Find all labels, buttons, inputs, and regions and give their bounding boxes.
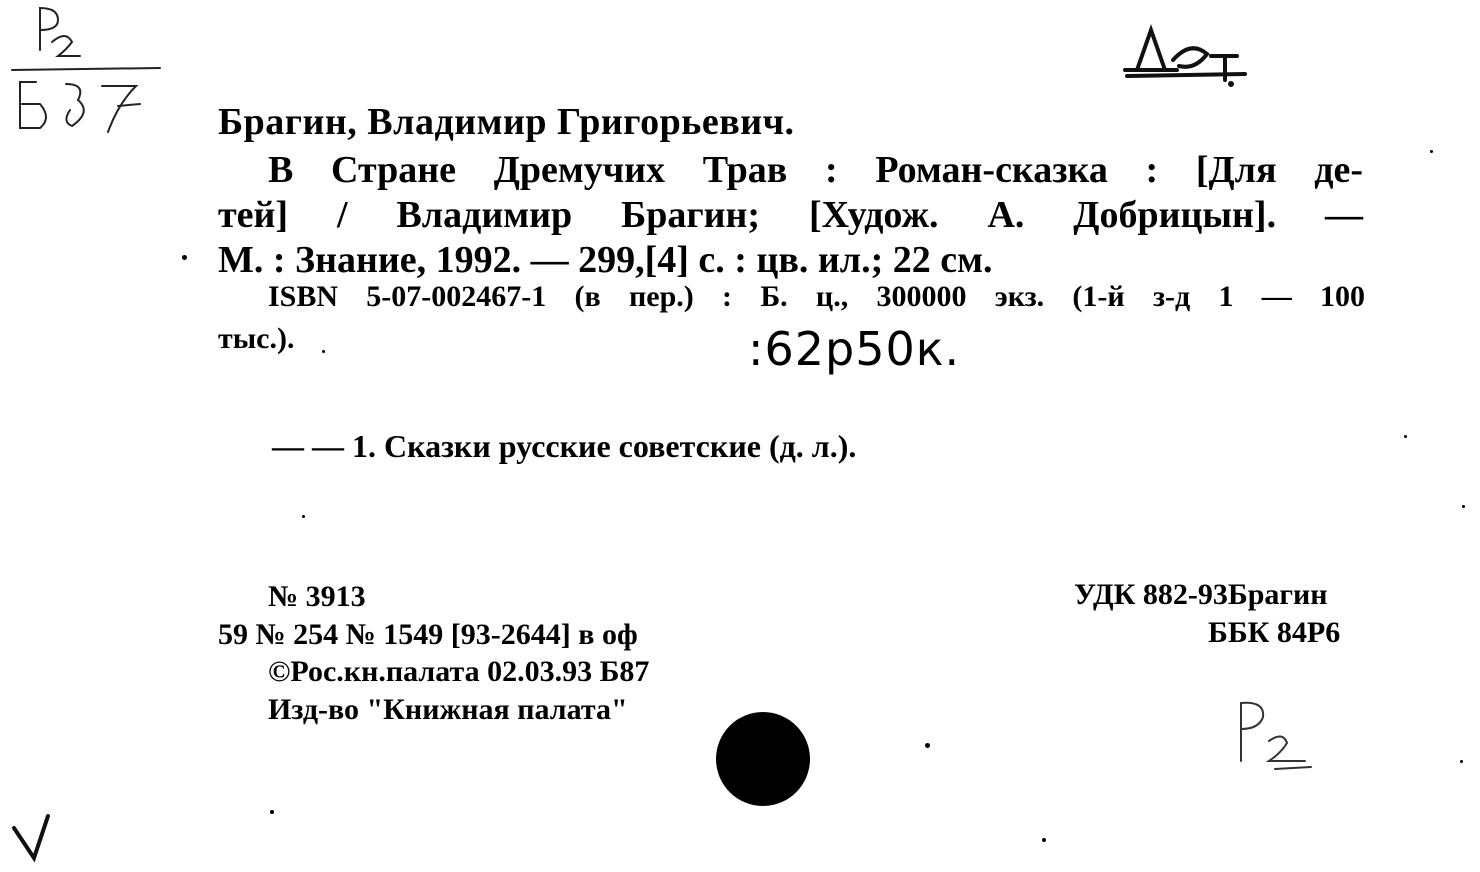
speck	[1430, 150, 1433, 153]
speck	[182, 255, 187, 260]
speck	[1404, 435, 1407, 438]
title-line-1: В Стране Дремучих Трав : Роман-сказка : [Для де-	[268, 149, 1363, 191]
udk-code: УДК 882-93Брагин	[1074, 578, 1328, 611]
author-heading: Брагин, Владимир Григорьевич.	[218, 101, 795, 143]
handwritten-category-mark	[1115, 20, 1265, 90]
check-mark-icon	[0, 800, 70, 872]
speck	[302, 515, 305, 518]
imprint-line: М. : Знание, 1992. — 299,[4] с. : цв. ил.; 22 см.	[218, 239, 993, 281]
punch-hole	[716, 712, 810, 806]
speck	[1460, 760, 1463, 763]
bbk-code: ББК 84Р6	[1208, 616, 1341, 649]
registration-numbers: 59 № 254 № 1549 [93-2644] в оф	[218, 618, 638, 651]
speck	[322, 350, 325, 353]
isbn-line-continuation: тыс.).	[218, 322, 295, 355]
handwritten-shelf-mark-small	[1225, 695, 1325, 775]
price-stamp: :62р50к.	[748, 322, 961, 376]
subject-heading: — — 1. Сказки русские советские (д. л.).	[272, 428, 857, 464]
title-line-2: тей] / Владимир Брагин; [Худож. А. Добрицын]. —	[218, 194, 1363, 236]
speck	[1462, 505, 1465, 508]
speck	[1042, 838, 1046, 842]
isbn-line: ISBN 5-07-002467-1 (в пер.) : Б. ц., 300000 экз. (1-й з-д 1 — 100	[268, 280, 1365, 313]
chamber-stamp: ©Рос.кн.палата 02.03.93 Б87	[268, 655, 650, 688]
handwritten-shelf-mark	[0, 0, 180, 150]
card-number: № 3913	[268, 580, 366, 613]
speck	[270, 810, 274, 814]
publisher-line: Изд-во "Книжная палата"	[268, 693, 628, 726]
speck	[925, 743, 930, 748]
